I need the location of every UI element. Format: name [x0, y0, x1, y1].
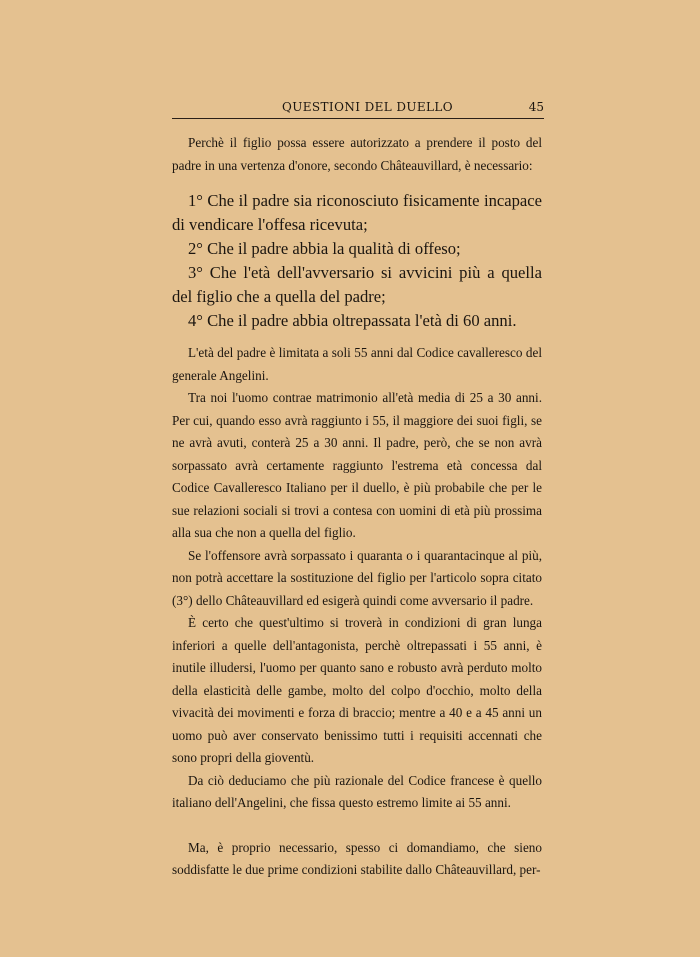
condition-item: 1° Che il padre sia riconosciuto fisicamente incapace di vendicare l'offesa ricevuta; [172, 191, 542, 234]
condition-item: 3° Che l'età dell'avversario si avvicini più a quella del figlio che a quella del padre; [172, 263, 542, 306]
condition-item: 4° Che il padre abbia oltrepassata l'età di 60 anni. [188, 311, 517, 330]
conditions-list [172, 189, 542, 333]
page-number: 45 [528, 100, 544, 114]
section-gap [172, 815, 542, 837]
page-header [172, 98, 544, 119]
paragraph: È certo che quest'ultimo si troverà in condizioni di gran lunga inferiori a quelle dell'antagonista, perchè oltrepassati i 55 anni, è inutile illudersi, l'uomo per quanto sano e robusto avrà perduto molto della elasticità delle gambe, molto del colpo d'occhio, molto della vivacità dei movimenti e forza di braccio; mentre a 40 e a 45 anni un uomo può aver conservato benissimo tutti i requisiti accennati che sono propri della gioventù. [172, 615, 542, 765]
intro-paragraph: Perchè il figlio possa essere autorizzato a prendere il posto del padre in una vertenza d'onore, secondo Châteauvillard, è necessario: [172, 135, 542, 173]
paragraph: Se l'offensore avrà sorpassato i quaranta o i quarantacinque al più, non potrà accettare la sostituzione del figlio per l'articolo sopra citato (3°) dello Châteauvillard ed esigerà quindi come avversario il padre. [172, 547, 542, 608]
condition-item: 2° Che il padre abbia la qualità di offeso; [188, 239, 461, 258]
closing-paragraph: Ma, è proprio necessario, spesso ci domandiamo, che sieno soddisfatte le due prime condizioni stabilite dallo Châteauvillard, per- [172, 839, 542, 877]
paragraph: L'età del padre è limitata a soli 55 anni dal Codice cavalleresco del generale Angelini. [172, 345, 542, 383]
paragraph: Tra noi l'uomo contrae matrimonio all'età media di 25 a 30 anni. Per cui, quando esso avrà raggiunto i 55, il maggiore dei suoi figli, se ne avrà avuti, conterà 25 a 30 anni. Il padre, però, che se non avrà sorpassato avrà certamente raggiunto l'estrema età concessa dal Codice Cavalleresco Italiano per il duello, è più probabile che per le sue relazioni sociali si trovi a contesa con uomini di età più prossima alla sua che non a quella del figlio. [172, 390, 542, 540]
running-title: QUESTIONI DEL DUELLO [282, 100, 454, 114]
body-text [172, 132, 542, 882]
paragraph: Da ciò deduciamo che più razionale del Codice francese è quello italiano dell'Angelini, che fissa questo estremo limite ai 55 anni. [172, 772, 542, 810]
